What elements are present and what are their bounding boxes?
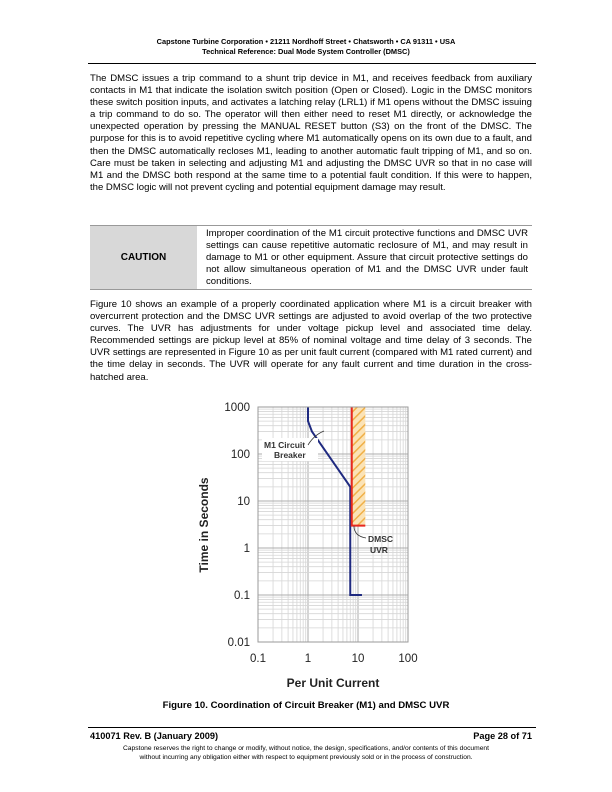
y-tick-label: 0.01: [227, 637, 250, 649]
m1-annotation-line2: Breaker: [274, 450, 306, 460]
footer-rule: [88, 727, 536, 728]
footer-page-number: Page 28 of 71: [473, 731, 532, 741]
footer-doc-id: 410071 Rev. B (January 2009): [90, 731, 219, 741]
figure-caption: Figure 10. Coordination of Circuit Breaker (M1) and DMSC UVR: [162, 700, 450, 711]
body-paragraph-1: The DMSC issues a trip command to a shunt trip device in M1, and receives feedback from auxiliary contacts in M1 that indicate the isolation switch position (Open or Closed). Logic in the DMSC monitors these switch position inputs, and activates a latching relay (LRL1) if M1 opens without the DMSC issuing a trip command to do so. The operator will then either need to reset M1 directly, or acknowledge the unexpected operation by pressing the MANUAL RESET button (S3) on the front of the DMSC. The purpose for this is to avoid repetitive cycling where M1 automatically opens on its own due to a fault, and then the DMSC automatically recloses M1, leading to another automatic fault tripping of M1, and so on. Care must be taken in selecting and adjusting M1 and adjusting the DMSC UVR so that in no case will M1 and the DMSC both respond at the same time to a potential fault condition. If this were to happen, the DMSC logic will not prevent cycling and potential equipment damage may result.: [90, 73, 532, 193]
uvr-operating-region: [352, 407, 366, 526]
y-axis-title: Time in Seconds: [197, 477, 211, 573]
header-rule: [88, 63, 536, 64]
disclaimer-line-1: Capstone reserves the right to change or modify, without notice, the design, specifications, and/or contents of this document: [122, 745, 490, 752]
y-tick-label: 0.1: [234, 590, 250, 602]
m1-annotation-line1: M1 Circuit: [264, 440, 306, 450]
y-tick-label: 10: [237, 496, 250, 508]
x-tick-label: 0.1: [250, 653, 266, 665]
y-tick-label: 1: [243, 543, 250, 555]
x-tick-label: 100: [398, 653, 418, 665]
uvr-annotation-line2: UVR: [370, 545, 388, 555]
uvr-annotation-line1: DMSC: [368, 534, 394, 544]
y-tick-label: 1000: [224, 402, 250, 414]
footer-disclaimer: [80, 744, 532, 762]
disclaimer-line-2: without incurring any obligation either with respect to equipment previously sold or in the process of construction.: [139, 754, 473, 761]
y-tick-label: 100: [230, 449, 250, 461]
page-header: [60, 37, 552, 57]
caution-label: CAUTION: [90, 226, 197, 289]
caution-text: Improper coordination of the M1 circuit protective functions and DMSC UVR settings can cause repetitive automatic reclosure of M1, and may result in damage to M1 or other equipment. Assure that circuit protective settings do not allow simultaneous operation of M1 and the DMSC UVR under fault conditions.: [206, 228, 528, 288]
body-paragraph-2: Figure 10 shows an example of a properly coordinated application where M1 is a circuit breaker with overcurrent protection and the DMSC UVR settings are adjusted to avoid overlap of the two protective curves. The UVR has adjustments for under voltage pickup level and associated time delay. Recommended settings are pickup level at 85% of nominal voltage and time delay of 3 seconds. The UVR settings are represented in Figure 10 as per unit fault current (compared with M1 rated current) and the time delay in seconds. The UVR will operate for any fault current and time duration in the cross-hatched area.: [90, 299, 532, 383]
x-axis-title: Per Unit Current: [286, 676, 380, 690]
header-company-line: Capstone Turbine Corporation • 21211 Nordhoff Street • Chatsworth • CA 91311 • USA: [156, 37, 456, 46]
coordination-chart: [190, 395, 430, 695]
header-doc-title: Technical Reference: Dual Mode System Controller (DMSC): [202, 47, 410, 56]
x-tick-label: 1: [304, 653, 312, 665]
x-tick-label: 10: [351, 653, 365, 665]
caution-box: [90, 225, 532, 290]
